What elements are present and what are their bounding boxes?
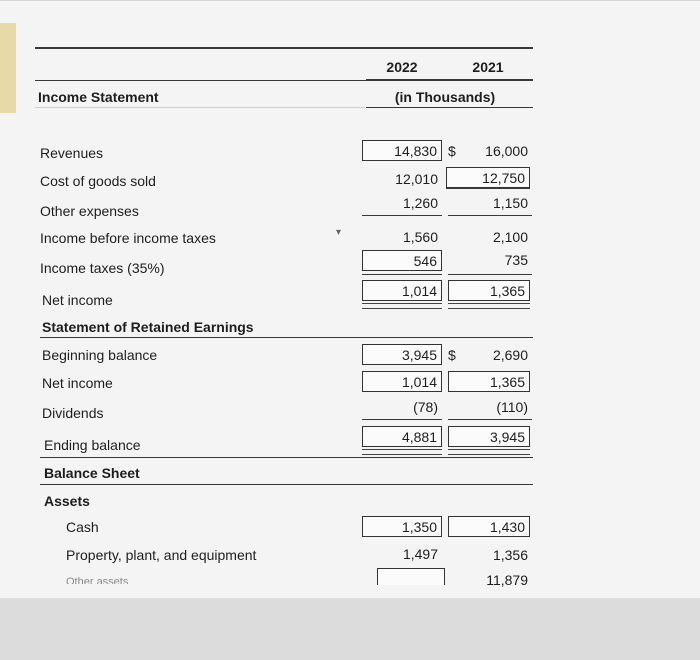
cash-2021[interactable]: 1,430 — [448, 516, 530, 537]
ending-balance-rule — [40, 457, 533, 458]
other-expenses-label: Other expenses — [40, 203, 139, 219]
retained-earnings-title: Statement of Retained Earnings — [42, 319, 254, 335]
assets-title: Assets — [44, 493, 90, 509]
income-taxes-2022[interactable]: 546 — [362, 250, 442, 271]
year-2021-header: 2021 — [472, 59, 504, 75]
other-expenses-2022-rule — [362, 215, 442, 216]
cogs-underline — [446, 188, 530, 189]
dollar-sign-re: $ — [448, 347, 456, 363]
dividends-2022-rule — [362, 419, 442, 420]
net-income-2021-double-rule — [448, 303, 530, 309]
dollar-sign: $ — [448, 143, 456, 159]
income-taxes-label: Income taxes (35%) — [40, 260, 165, 276]
desk-background — [0, 598, 700, 660]
ppe-2021: 1,356 — [492, 547, 528, 563]
dividends-2021: (110) — [496, 399, 528, 415]
net-income-label: Net income — [42, 292, 113, 308]
income-before-taxes-2022: 1,560 — [402, 229, 438, 245]
beginning-balance-2021: 2,690 — [492, 347, 528, 363]
income-taxes-2021-rule — [448, 274, 532, 275]
net-income-2022[interactable]: 1,014 — [362, 280, 442, 301]
year-rule — [366, 79, 533, 80]
other-assets-2021: 11,879 — [486, 572, 528, 588]
ending-balance-label: Ending balance — [44, 437, 141, 453]
beginning-balance-2022[interactable]: 3,945 — [362, 344, 442, 365]
re-net-income-2021[interactable]: 1,365 — [448, 371, 530, 392]
income-before-taxes-label: Income before income taxes — [40, 230, 216, 246]
dividends-2022: (78) — [413, 399, 438, 415]
income-statement-title: Income Statement — [38, 89, 159, 105]
beginning-balance-label: Beginning balance — [42, 347, 158, 363]
revenues-label: Revenues — [40, 145, 104, 161]
other-expenses-2022: 1,260 — [402, 195, 438, 211]
ppe-2022: 1,497 — [402, 546, 438, 562]
ending-balance-2022[interactable]: 4,881 — [362, 426, 442, 447]
units-header: (in Thousands) — [394, 89, 496, 105]
header-rule-left — [35, 80, 533, 81]
income-title-rule — [35, 107, 365, 108]
ppe-label: Property, plant, and equipment — [66, 547, 257, 563]
income-before-taxes-2021: 2,100 — [492, 229, 528, 245]
retained-earnings-rule — [40, 337, 533, 338]
revenues-2021: 16,000 — [485, 143, 528, 159]
ending-balance-2021-double-rule — [448, 449, 530, 455]
cash-2022[interactable]: 1,350 — [362, 516, 442, 537]
other-assets-2022[interactable] — [377, 568, 445, 585]
balance-sheet-title: Balance Sheet — [44, 465, 140, 481]
income-taxes-2021: 735 — [504, 252, 528, 268]
net-income-2021[interactable]: 1,365 — [448, 280, 530, 301]
cogs-label: Cost of goods sold — [40, 173, 156, 189]
ending-balance-2021[interactable]: 3,945 — [448, 426, 530, 447]
net-income-2022-double-rule — [362, 303, 442, 309]
dividends-2021-rule — [448, 419, 532, 420]
balance-sheet-rule — [40, 484, 533, 485]
cogs-2022: 12,010 — [395, 171, 438, 187]
income-taxes-2022-rule — [362, 274, 442, 275]
re-net-income-2022[interactable]: 1,014 — [362, 371, 442, 392]
ending-balance-2022-double-rule — [362, 449, 442, 455]
other-expenses-2021-rule — [448, 215, 532, 216]
year-2022-header: 2022 — [386, 59, 418, 75]
cash-label: Cash — [66, 519, 99, 535]
cogs-2021[interactable]: 12,750 — [446, 167, 530, 188]
background-strip — [0, 23, 16, 113]
dividends-label: Dividends — [42, 405, 104, 421]
revenues-2022[interactable]: 14,830 — [362, 140, 442, 161]
other-assets-label: Other assets — [66, 576, 129, 584]
other-expenses-2021: 1,150 — [492, 195, 528, 211]
top-rule — [35, 47, 533, 49]
units-rule — [366, 107, 533, 108]
mouse-dot: ▾ — [336, 227, 342, 238]
re-net-income-label: Net income — [42, 375, 113, 391]
